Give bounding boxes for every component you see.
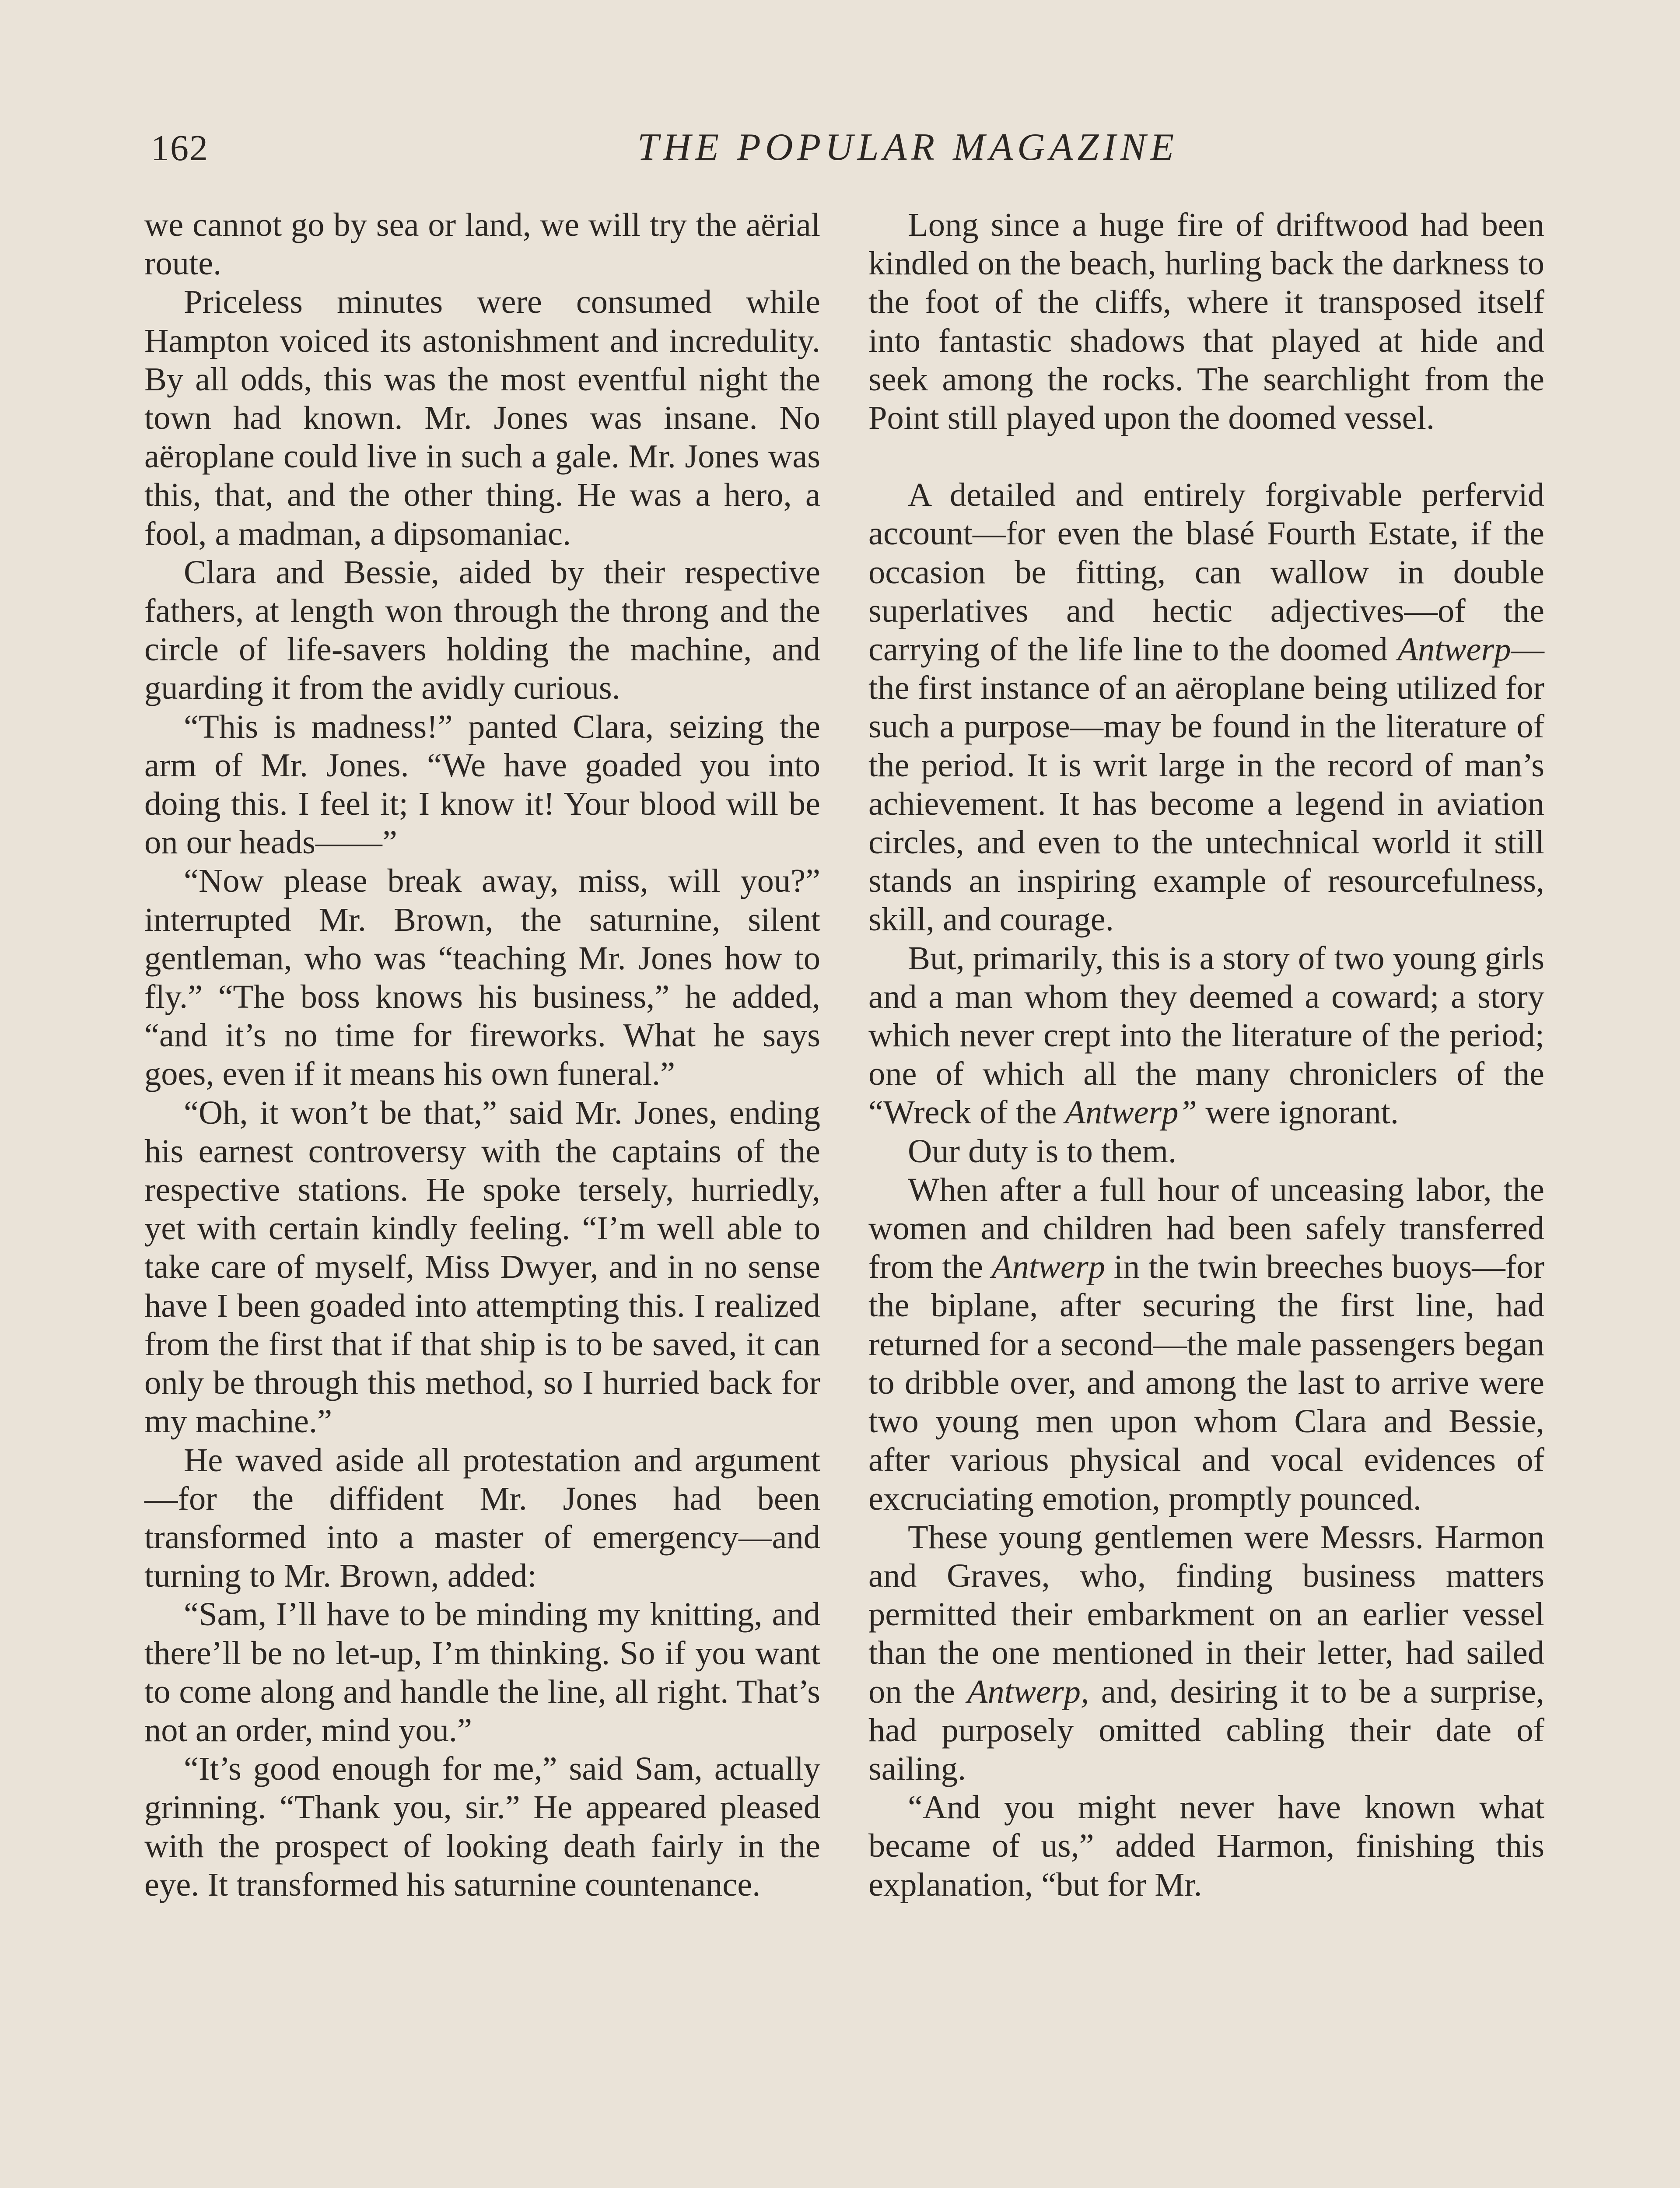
text-run: in the twin breeches buoys—for the biplane, after securing the first line, had returned for a second—the male passengers began to dribble over, and among the last to arrive were two young men upon whom Clara and Bessie, after various physical and vocal evidences of excruciating emotion, promptly pounced. — [868, 1248, 1544, 1517]
text-run: and, desiring it to be a surprise, had purposely omitted cabling their date of sailing. — [868, 1673, 1544, 1787]
text-run: But, primarily, this is a story of two young girls and a man whom they deemed a coward; a story which never crept into the literature of the period; one of which all the many chroniclers of the “Wreck of the — [868, 939, 1544, 1131]
paragraph — [868, 1518, 1544, 1788]
paragraph — [868, 939, 1544, 1132]
paragraph: “And you might never have known what became of us,” added Harmon, finishing this explanation, “but for Mr. — [868, 1788, 1544, 1903]
paragraph: “Oh, it won’t be that,” said Mr. Jones, ending his earnest controversy with the captains of the respective stations. He spoke tersely, hurriedly, yet with certain kindly feeling. “I’m well able to take care of myself, Miss Dwyer, and in no sense have I been goaded into attempting this. I realized from the first that if that ship is to be saved, it can only be through this method, so I hurried back for my machine.” — [144, 1094, 820, 1440]
paragraph — [868, 476, 1544, 939]
paragraph: we cannot go by sea or land, we will try the aërial route. — [144, 206, 820, 282]
paragraph: “This is madness!” panted Clara, seizing the arm of Mr. Jones. “We have goaded you into doing this. I feel it; I know it! Your blood will be on our heads——” — [144, 708, 820, 861]
ship-name: Antwerp — [1397, 631, 1511, 668]
text-run: were ignorant. — [1197, 1094, 1399, 1131]
ship-name: Antwerp — [991, 1248, 1105, 1286]
paragraph: Priceless minutes were consumed while Hampton voiced its astonishment and incredulity. By all odds, this was the most eventful night the town had known. Mr. Jones was insane. No aëroplane could live in such a gale. Mr. Jones was this, that, and the other thing. He was a hero, a fool, a madman, a dipsomaniac. — [144, 283, 820, 552]
paragraph: Clara and Bessie, aided by their respective fathers, at length won through the throng and the circle of life-savers holding the machine, and guarding it from the avidly curious. — [144, 553, 820, 707]
ship-name: Antwerp” — [1065, 1094, 1197, 1131]
paragraph: “Now please break away, miss, will you?” interrupted Mr. Brown, the saturnine, silent gentleman, who was “teaching Mr. Jones how to fly.” “The boss knows his business,” he added, “and it’s no time for fireworks. What he says goes, even if it means his own funeral.” — [144, 862, 820, 1093]
ship-name: Antwerp, — [967, 1673, 1089, 1710]
running-title: THE POPULAR MAGAZINE — [637, 126, 1179, 168]
text-run: —the first instance of an aëroplane being utilized for such a purpose—may be found in the literature of the period. It is writ large in the record of man’s achievement. It has become a legend in aviation circles, and even to the untechnical world it still stands an inspiring example of resourcefulness, skill, and courage. — [868, 631, 1544, 938]
paragraph — [868, 1171, 1544, 1518]
text-run: A detailed and entirely forgivable perfervid account—for even the blasé Fourth Estate, if the occasion be fitting, can wallow in double superlatives and hectic adjectives—of the carrying of the life line to the doomed — [868, 476, 1544, 668]
page-header — [151, 127, 1595, 179]
text-run: When after a full hour of unceasing labor, the women and children had been safely transferred from the — [868, 1171, 1544, 1286]
paragraph: Our duty is to them. — [908, 1132, 1177, 1170]
text-run: These young gentlemen were Messrs. Harmon and Graves, who, finding business matters permitted their embarkment on an earlier vessel than the one mentioned in their letter, had sailed on the — [868, 1518, 1544, 1710]
page-number: 162 — [151, 128, 209, 168]
paragraph: “Sam, I’ll have to be minding my knitting, and there’ll be no let-up, I’m thinking. So if you want to come along and handle the line, all right. That’s not an order, mind you.” — [144, 1595, 820, 1749]
left-column — [144, 206, 820, 1904]
paragraph: “It’s good enough for me,” said Sam, actually grinning. “Thank you, sir.” He appeared pleased with the prospect of looking death fairly in the eye. It transformed his saturnine countenance. — [144, 1750, 820, 1903]
right-column — [868, 206, 1544, 1904]
paragraph: Long since a huge fire of driftwood had been kindled on the beach, hurling back the darkness to the foot of the cliffs, where it transposed itself into fantastic shadows that played at hide and seek among the rocks. The searchlight from the Point still played upon the doomed vessel. — [868, 206, 1544, 437]
paragraph: He waved aside all protestation and argument—for the diffident Mr. Jones had been transformed into a master of emergency—and turning to Mr. Brown, added: — [144, 1441, 820, 1595]
